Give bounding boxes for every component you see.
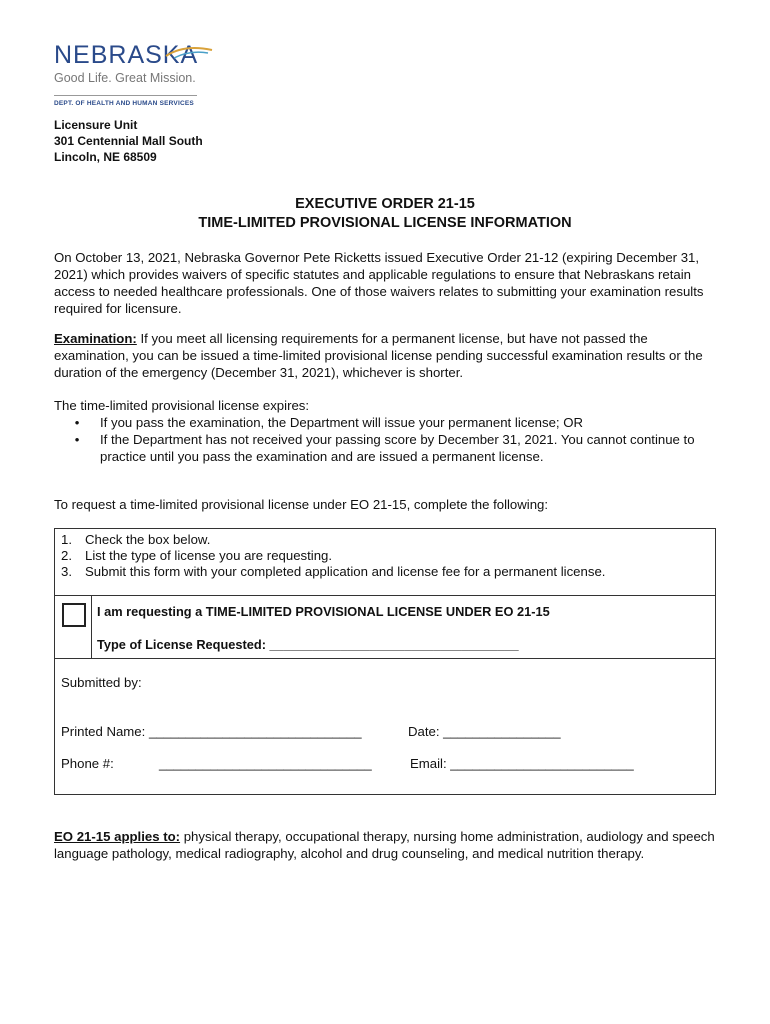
title-line-1: EXECUTIVE ORDER 21-15 xyxy=(295,196,475,212)
logo-name: NEBRASKA xyxy=(54,41,199,69)
applies-label: EO 21-15 applies to: xyxy=(54,829,181,844)
examination-text: If you meet all licensing requirements for a permanent license, but have not passed the examination, you can be issued a time-limited provisional license pending successful examination results or the duration of the emergency (December 31, 2021), whichever is shorter. xyxy=(54,331,703,380)
swoosh-icon xyxy=(164,46,214,60)
step-number: 1. xyxy=(61,532,72,547)
step-text: Check the box below. xyxy=(85,532,211,547)
list-item xyxy=(54,414,722,431)
phone-label: Phone #: xyxy=(61,756,114,771)
bullet-icon: • xyxy=(74,415,80,430)
step-item xyxy=(61,532,605,548)
expires-section xyxy=(54,397,722,465)
logo-dept: DEPT. OF HEALTH AND HUMAN SERVICES xyxy=(54,100,194,107)
request-checkbox[interactable] xyxy=(62,603,86,627)
expires-item-1: If you pass the examination, the Department will issue your permanent license; OR xyxy=(100,415,584,430)
license-type-field[interactable]: Type of License Requested: ___________________________________ xyxy=(97,637,519,652)
examination-label: Examination: xyxy=(54,331,137,346)
request-form xyxy=(54,528,716,795)
phone-field[interactable]: _____________________________ xyxy=(159,756,372,771)
steps-list xyxy=(61,532,605,580)
step-text: List the type of license you are requesting. xyxy=(85,548,333,563)
logo-divider xyxy=(54,95,197,96)
step-number: 2. xyxy=(61,548,72,563)
request-intro: To request a time-limited provisional license under EO 21-15, complete the following: xyxy=(54,497,549,512)
bullet-icon: • xyxy=(74,432,80,447)
address-line-1: Licensure Unit xyxy=(54,118,138,132)
address-block xyxy=(54,117,203,165)
applies-paragraph xyxy=(54,828,722,862)
address-line-3: Lincoln, NE 68509 xyxy=(54,150,157,164)
expires-heading: The time-limited provisional license expires: xyxy=(54,398,310,413)
title-line-2: TIME-LIMITED PROVISIONAL LICENSE INFORMATION xyxy=(198,215,572,231)
request-row xyxy=(55,595,715,659)
examination-paragraph xyxy=(54,330,722,381)
step-text: Submit this form with your completed application and license fee for a permanent license. xyxy=(85,564,606,579)
expires-item-2: If the Department has not received your passing score by December 31, 2021. You cannot continue to practice until you pass the examination and are issued a permanent license. xyxy=(100,432,695,464)
list-item xyxy=(54,431,722,465)
printed-name-field[interactable]: Printed Name: _____________________________ xyxy=(61,724,362,739)
intro-paragraph: On October 13, 2021, Nebraska Governor Pete Ricketts issued Executive Order 21-12 (expiring December 31, 2021) which provides waivers of specific statutes and applicable regulations to ensure that Nebraskans retain access to needed healthcare professionals. One of those waivers relates to submitting your examination results required for licensure. xyxy=(54,250,704,316)
request-label: I am requesting a TIME-LIMITED PROVISIONAL LICENSE UNDER EO 21-15 xyxy=(97,604,550,619)
logo-wordmark xyxy=(54,42,214,68)
logo-tagline: Good Life. Great Mission. xyxy=(54,71,196,85)
address-line-2: 301 Centennial Mall South xyxy=(54,134,203,148)
step-item xyxy=(61,548,605,564)
applies-text: physical therapy, occupational therapy, nursing home administration, audiology and speech language pathology, medical radiography, alcohol and drug counseling, and medical nutrition therapy. xyxy=(54,829,715,861)
email-field[interactable]: Email: _________________________ xyxy=(410,756,634,771)
checkbox-cell xyxy=(55,596,92,658)
date-field[interactable]: Date: ________________ xyxy=(408,724,561,739)
dhhs-logo xyxy=(54,42,214,107)
submitted-by-label: Submitted by: xyxy=(61,675,142,690)
step-item xyxy=(61,564,605,580)
step-number: 3. xyxy=(61,564,72,579)
